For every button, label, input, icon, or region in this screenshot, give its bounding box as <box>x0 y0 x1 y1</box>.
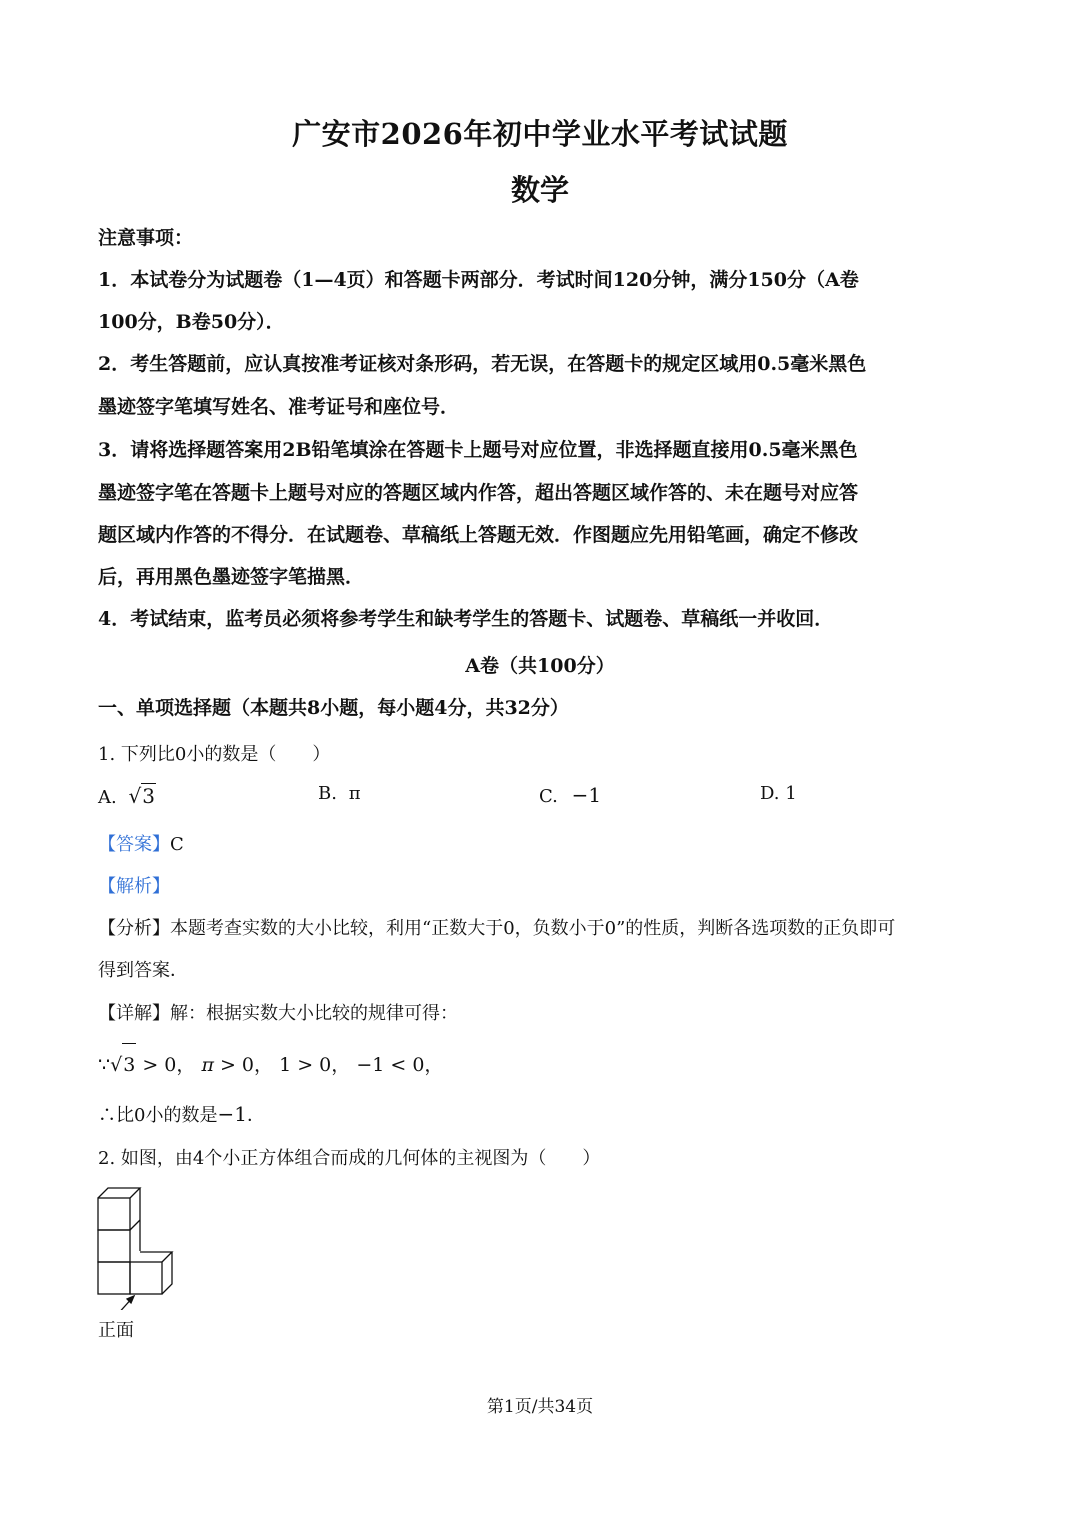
q1-option-a-radicand: 3 <box>142 784 155 808</box>
conclusion-line <box>98 1093 988 1137</box>
cube-top-top-face <box>98 1188 140 1198</box>
analysis-line-1: 【分析】本题考查实数的大小比较，利用“正数大于0，负数小于0”的性质，判断各选项数的正负即可 <box>98 918 896 939</box>
front-label: 正面 <box>98 1320 134 1341</box>
q1-option-c-value: −1 <box>571 783 602 807</box>
sqrt-symbol: √3 <box>110 1043 136 1086</box>
q1-option-d: D. 1 <box>760 783 797 804</box>
ineq-radicand: 3 <box>122 1043 136 1086</box>
conclusion-prefix: ∴比0小的数是 <box>98 1105 218 1126</box>
page-title: 广安市2026年初中学业水平考试试题 <box>292 117 788 151</box>
answer-tag: 【答案】 <box>98 834 170 855</box>
ineq-3: 1 > 0， <box>279 1054 351 1076</box>
cube-middle-front <box>98 1230 130 1262</box>
sqrt-symbol: √3 <box>128 784 155 808</box>
notice-item-3-line-1: 3．请将选择题答案用2B铅笔填涂在答题卡上题号对应位置，非选择题直接用0.5毫米黑色 <box>98 439 858 461</box>
part-one-title: 一、单项选择题（本题共8小题，每小题4分，共32分） <box>98 697 569 719</box>
conclusion-suffix: ． <box>246 1105 265 1126</box>
ineq-1-rest: > 0， <box>136 1054 196 1076</box>
q1-option-c <box>539 783 601 807</box>
q1-option-b <box>318 783 361 804</box>
q1-option-c-label: C. <box>539 786 558 807</box>
notice-item-2-line-1: 2．考生答题前，应认真按准考证核对条形码，若无误，在答题卡的规定区域用0.5毫米黑色 <box>98 353 867 375</box>
detail-line: 【详解】解：根据实数大小比较的规律可得： <box>98 1003 458 1024</box>
because-symbol: ∵ <box>98 1054 111 1076</box>
answer-value: C <box>170 834 184 855</box>
notice-item-3-line-2: 墨迹签字笔在答题卡上题号对应的答题区域内作答，超出答题区域作答的、未在题号对应答 <box>98 482 859 504</box>
ineq-2-rest: > 0， <box>213 1054 274 1076</box>
analysis-tag: 【解析】 <box>98 876 170 897</box>
front-arrow <box>116 1296 134 1310</box>
q1-stem: 1. 下列比0小的数是（ ） <box>98 744 331 765</box>
cube-top-front <box>98 1198 130 1230</box>
page-footer: 第1页/共34页 <box>486 1397 594 1417</box>
q1-option-a-label: A. <box>98 787 117 808</box>
notice-item-4: 4．考试结束，监考员必须将参考学生和缺考学生的答题卡、试题卷、草稿纸一并收回． <box>98 608 834 630</box>
notice-item-2-line-2: 墨迹签字笔填写姓名、准考证号和座位号． <box>98 396 460 418</box>
analysis-line-2: 得到答案． <box>98 960 188 981</box>
cube-bottom-left-front <box>98 1262 130 1294</box>
notice-heading: 注意事项： <box>98 227 194 249</box>
q2-stem: 2. 如图，由4个小正方体组合而成的几何体的主视图为（ ） <box>98 1148 601 1169</box>
inequality-line <box>98 1043 988 1086</box>
conclusion-value: −1 <box>217 1102 247 1126</box>
cube-figure <box>94 1180 184 1310</box>
q1-option-b-label: B. <box>318 783 337 804</box>
ineq-4: −1 < 0， <box>356 1054 444 1076</box>
cube-bottom-right-side <box>162 1252 172 1294</box>
notice-item-3-line-4: 后，再用黑色墨迹签字笔描黑． <box>98 566 365 588</box>
cube-middle-edge <box>130 1220 140 1230</box>
subject-title: 数学 <box>510 173 569 207</box>
q1-option-b-value: π <box>348 783 361 804</box>
cube-bottom-right-front <box>130 1262 162 1294</box>
notice-item-1-line-1: 1．本试卷分为试题卷（1—4页）和答题卡两部分．考试时间120分钟，满分150分（A卷 <box>98 269 859 291</box>
ineq-2: π <box>201 1054 214 1076</box>
q1-option-a <box>98 783 156 808</box>
cube-figure-lines <box>98 1188 172 1294</box>
paper-a-title: A卷（共100分） <box>465 655 615 677</box>
notice-item-1-line-2: 100分，B卷50分）． <box>98 311 285 333</box>
cube-bottom-right-top-face <box>140 1252 172 1262</box>
q1-answer <box>98 824 988 866</box>
notice-item-3-line-3: 题区域内作答的不得分．在试题卷、草稿纸上答题无效．作图题应先用铅笔画，确定不修改 <box>98 524 859 546</box>
